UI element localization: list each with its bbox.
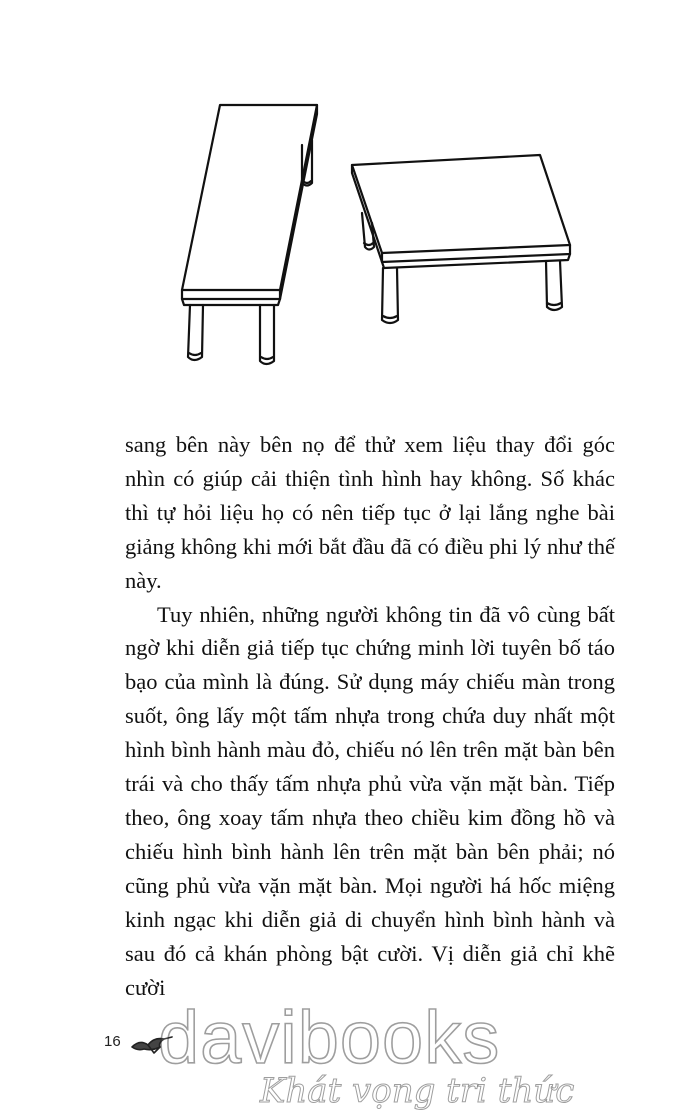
watermark-tagline: Khát vọng tri thức	[260, 1071, 575, 1111]
right-table-drawing	[352, 155, 570, 323]
page-number: 16	[104, 1033, 121, 1050]
page-footer	[90, 996, 610, 1115]
paragraph: Tuy nhiên, những người không tin đã vô cùng bất ngờ khi diễn giả tiếp tục chứng minh lời tuyên bố táo bạo của mình là đúng. Sử dụng máy chiếu màn trong suốt, ông lấy một tấm nhựa trong chứa duy nhất một hình bình hành màu đỏ, chiếu nó lên trên mặt bàn bên trái và cho thấy tấm nhựa phủ vừa vặn mặt bàn. Tiếp theo, ông xoay tấm nhựa theo chiều kim đồng hồ và chiếu hình bình hành lên trên mặt bàn bên phải; nó cũng phủ vừa vặn mặt bàn. Mọi người há hốc miệng kinh ngạc khi diễn giả di chuyển hình bình hành và sau đó cả khán phòng bật cười. Vị diễn giả chỉ khẽ cười	[125, 601, 615, 1000]
two-tables-illustration	[170, 95, 580, 380]
left-table-drawing	[182, 105, 317, 364]
paragraph: sang bên này bên nọ để thử xem liệu thay đổi góc nhìn có giúp cải thiện tình hình hay không. Số khác thì tự hỏi liệu họ có nên tiếp tục ở lại lắng nghe bài giảng không khi mới bắt đầu đã có điều phi lý như thế này.	[125, 432, 615, 593]
watermark-brand: davibooks	[158, 996, 501, 1079]
body-text	[125, 428, 615, 1004]
